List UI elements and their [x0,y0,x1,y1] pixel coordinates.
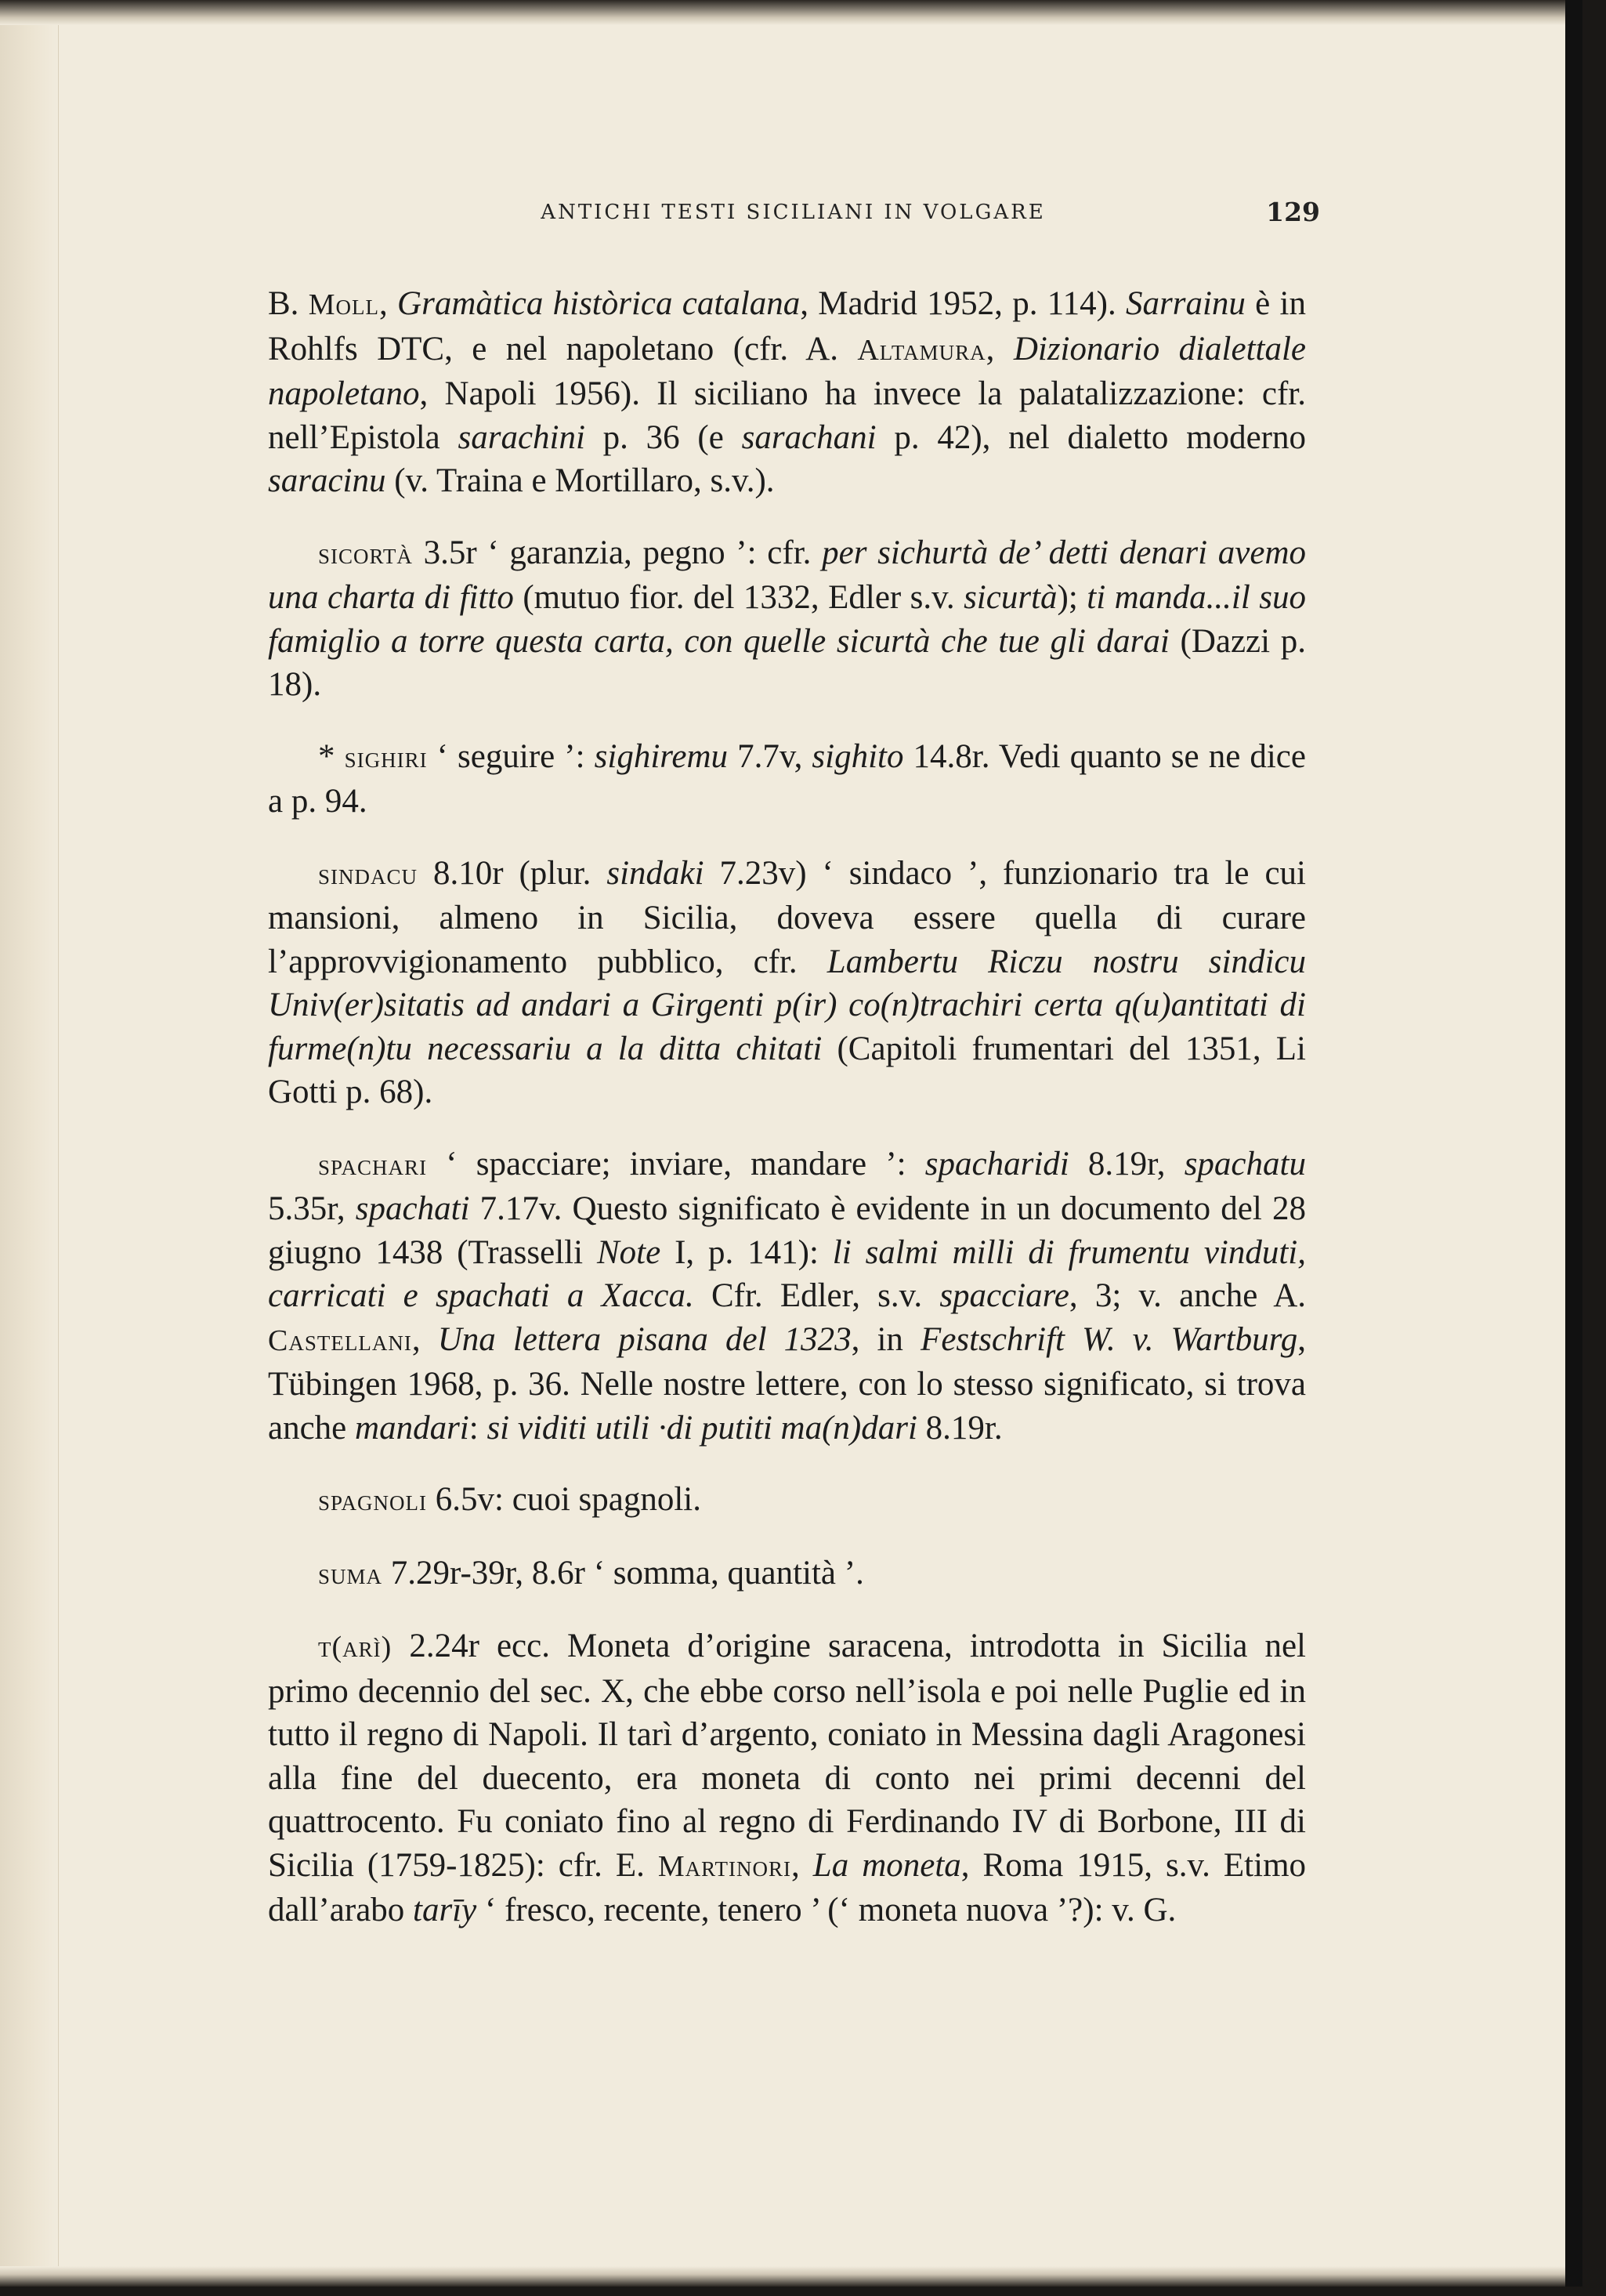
quote-italic: Lambertu Riczu nostru sindicu Univ(er)sitatis ad andari a Girgenti p(ir) co(n)trachiri certa q(u)antitati di furme(n)tu necessariu a la ditta chitati [268,943,1306,1067]
title-italic: La moneta [812,1846,961,1884]
term-italic: spachatu [1184,1145,1306,1182]
term-italic: saracinu [268,462,386,499]
term-italic: mandari [355,1409,469,1447]
term-italic: spachati [355,1190,470,1227]
entry-spachari: spachari ‘ spacciare; inviare, mandare ’: spacharidi 8.19r, spachatu 5.35r, spachati 7.17v. Questo significato è evidente in un documento del 28 giugno 1438 (Trasselli Note I, p. 141): li salmi milli di frumentu vinduti, carricati e spachati a Xacca. Cfr. Edler, s.v. spacciare, 3; v. anche A. Castellani, Una lettera pisana del 1323, in Festschrift W. v. Wartburg, Tübingen 1968, p. 36. Nelle nostre lettere, con lo stesso significato, si trova anche mandari: si viditi utili ·di putiti ma(n)dari 8.19r. [268,1145,1307,1447]
headword: sighiri [344,741,428,774]
entry-sicorta: sicortà 3.5r ‘ garanzia, pegno ’: cfr. per sichurtà de’ detti denari avemo una charta di fitto (mutuo fior. del 1332, Edler s.v. sicurtà); ti manda...il suo famiglio a torre questa carta, con quelle sicurtà che tue gli darai (Dazzi p. 18). [268,534,1307,703]
title-italic: Festschrift W. v. Wartburg [921,1320,1298,1358]
author-name: Moll [308,288,379,321]
headword: sicortà [318,537,413,570]
term-italic: sicurtà [964,579,1058,616]
quote-italic: per sichurtà de’ detti denari avemo una charta di fitto [268,534,1306,616]
entry-sighiri: * sighiri ‘ seguire ’: sighiremu 7.7v, sighito 14.8r. Vedi quanto se ne dice a p. 94. [268,737,1306,820]
headword: suma [318,1557,383,1591]
title-italic: Dizionario dialettale napoletano [268,330,1306,412]
page-number: 129 [1266,197,1320,227]
term-italic: sighito [812,737,904,775]
quote-italic: si viditi utili ·di putiti ma(n)dari [487,1409,917,1447]
running-title: ANTICHI TESTI SICILIANI IN VOLGARE [541,201,1046,224]
term-italic: tarīy [413,1892,477,1928]
term-italic: spacciare [939,1277,1069,1314]
term-italic: sindaki [606,854,704,892]
page-gutter [0,0,59,2287]
title-italic: Una lettera pisana del 1323 [437,1320,852,1358]
term-italic: Sarrainu [1125,285,1246,322]
headword: sindacu [318,857,418,891]
scan-bottom-edge [0,2266,1565,2287]
term-italic: sarachini [458,418,585,456]
term-italic: sighiremu [594,737,729,775]
entry-sindacu: sindacu 8.10r (plur. sindaki 7.23v) ‘ sindaco ’, funzionario tra le cui mansioni, almeno in Sicilia, doveva essere quella di curare l’approvvigionamento pubblico, cfr. Lambertu Riczu nostru sindicu Univ(er)sitatis ad andari a Girgenti p(ir) co(n)trachiri certa q(u)antitati di furme(n)tu necessariu a la ditta chitati (Capitoli frumentari del 1351, Li Gotti p. 68). [268,854,1306,1110]
title-italic: Note [596,1233,661,1271]
title-italic: Gramàtica històrica catalana [397,285,801,322]
term-italic: spacharidi [924,1145,1069,1182]
scan-top-edge [0,0,1565,25]
paragraph-continuation: B. Moll, Gramàtica històrica catalana, Madrid 1952, p. 114). Sarrainu è in Rohlfs DTC, e nel napoletano (cfr. A. Altamura, Dizionario dialettale napoletano, Napoli 1956). Il siciliano ha invece la palatalizzazione: cfr. nell’Epistola sarachini p. 36 (e sarachani p. 42), nel dialetto moderno saracinu (v. Traina e Mortillaro, s.v.). [268,285,1306,499]
entry-spagnoli: spagnoli 6.5v: cuoi spagnoli. [318,1481,701,1518]
author-name: Altamura [857,333,986,367]
quote-italic: ti manda...il suo famiglio a torre questa carta, con quelle sicurtà che tue gli darai [268,579,1306,660]
entry-tari: t(arì) 2.24r ecc. Moneta d’origine saracena, introdotta in Sicilia nel primo decennio del sec. X, che ebbe corso nell’isola e poi nelle Puglie ed in tutto il regno di Napoli. Il tarì d’argento, coniato in Messina dagli Aragonesi alla fine del duecento, era moneta di conto nei primi decenni del quattrocento. Fu coniato fino al regno di Ferdinando IV di Borbone, III di Sicilia (1759-1825): cfr. E. Martinori, La moneta, Roma 1915, s.v. Etimo dall’arabo tarīy ‘ fresco, recente, tenero ’ (‘ moneta nuova ’?): v. G. [268,1628,1307,1928]
term-italic: sarachani [741,418,877,456]
headword: spachari [318,1148,428,1182]
entry-suma: suma 7.29r-39r, 8.6r ‘ somma, quantità ’. [318,1554,864,1592]
author-name: Castellani [268,1324,412,1357]
headword: t(arì) [318,1631,392,1664]
headword: spagnoli [318,1484,428,1517]
body-text [268,282,1306,1932]
quote-italic: li salmi milli di frumentu vinduti, carricati e spachati a Xacca. [268,1233,1306,1314]
author-name: Martinori [657,1849,792,1883]
